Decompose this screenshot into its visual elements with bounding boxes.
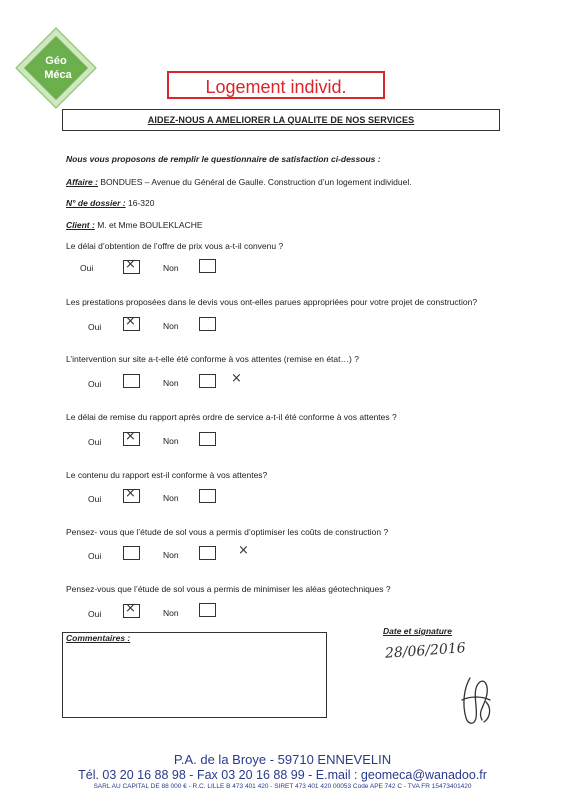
document-type-label: Logement individ. <box>167 71 385 99</box>
q4-oui-label: Oui <box>88 437 102 447</box>
question-5: Le contenu du rapport est-il conforme à vos attentes? <box>66 470 268 480</box>
comments-label: Commentaires : <box>66 633 131 643</box>
q6-non-label: Non <box>163 550 179 560</box>
footer-address: P.A. de la Broye - 59710 ENNEVELIN <box>173 752 392 767</box>
q6-non-mark: × <box>238 543 249 558</box>
q5-non-checkbox[interactable] <box>199 489 216 503</box>
dossier-value: 16-320 <box>127 198 155 208</box>
question-3: L’intervention sur site a-t-elle été conforme à vos attentes (remise en état…) ? <box>66 354 359 364</box>
q7-oui-mark: × <box>125 601 136 616</box>
q1-non-checkbox[interactable] <box>199 259 216 273</box>
q6-oui-checkbox[interactable] <box>123 546 140 560</box>
comments-box[interactable] <box>62 632 327 718</box>
question-4: Le délai de remise du rapport après ordre de service a-t-il été conforme à vos attentes ? <box>66 412 397 422</box>
q5-oui-mark: × <box>125 486 136 501</box>
dossier-label: N° de dossier : <box>66 198 126 208</box>
q7-oui-label: Oui <box>88 609 102 619</box>
q2-non-checkbox[interactable] <box>199 317 216 331</box>
q6-oui-label: Oui <box>88 551 102 561</box>
dossier-line <box>66 198 154 208</box>
q1-oui-label: Oui <box>80 263 94 273</box>
q2-non-label: Non <box>163 321 179 331</box>
footer-legal: SARL AU CAPITAL DE 88 000 € - R.C. LILLE B 473 401 420 - SIRET 473 401 420 00053 Code APE 742 C - TVA FR 15473401420 <box>93 783 472 790</box>
question-2: Les prestations proposées dans le devis vous ont-elles parues appropriées pour votre projet de construction? <box>66 297 478 307</box>
intro-text: Nous vous proposons de remplir le questionnaire de satisfaction ci-dessous : <box>66 154 381 164</box>
q1-oui-mark: × <box>125 257 136 272</box>
q5-non-label: Non <box>163 493 179 503</box>
q7-non-label: Non <box>163 608 179 618</box>
q1-non-label: Non <box>163 263 179 273</box>
logo-line1: Géo <box>45 55 67 67</box>
survey-banner: AIDEZ-NOUS A AMELIORER LA QUALITE DE NOS SERVICES <box>62 109 500 131</box>
client-label: Client : <box>66 220 95 230</box>
affaire-line <box>66 177 412 187</box>
logo-line2: Méca <box>44 69 72 81</box>
signature <box>456 672 496 733</box>
date-signature-label: Date et signature <box>383 626 452 636</box>
q5-oui-label: Oui <box>88 494 102 504</box>
question-6: Pensez- vous que l’étude de sol vous a permis d’optimiser les coûts de construction ? <box>66 527 389 537</box>
q3-oui-label: Oui <box>88 379 102 389</box>
q7-non-checkbox[interactable] <box>199 603 216 617</box>
q6-non-checkbox[interactable] <box>199 546 216 560</box>
question-1: Le délai d’obtention de l’offre de prix vous a-t-il convenu ? <box>66 241 284 251</box>
q2-oui-mark: × <box>125 314 136 329</box>
q3-non-checkbox[interactable] <box>199 374 216 388</box>
q3-oui-checkbox[interactable] <box>123 374 140 388</box>
q4-non-checkbox[interactable] <box>199 432 216 446</box>
affaire-label: Affaire : <box>66 177 98 187</box>
q2-oui-label: Oui <box>88 322 102 332</box>
question-7: Pensez-vous que l’étude de sol vous a permis de minimiser les aléas géotechniques ? <box>66 584 391 594</box>
company-logo <box>14 26 98 110</box>
client-value: M. et Mme BOULEKLACHE <box>97 220 203 230</box>
q4-oui-mark: × <box>125 429 136 444</box>
q3-non-label: Non <box>163 378 179 388</box>
client-line <box>66 220 203 230</box>
footer-contact: Tél. 03 20 16 88 98 - Fax 03 20 16 88 99 - E.mail : geomeca@wanadoo.fr <box>78 768 487 782</box>
affaire-value: BONDUES – Avenue du Général de Gaulle. Construction d’un logement individuel. <box>100 177 412 187</box>
handwritten-date: 28/06/2016 <box>384 640 467 662</box>
q3-non-mark: × <box>231 371 242 386</box>
q4-non-label: Non <box>163 436 179 446</box>
